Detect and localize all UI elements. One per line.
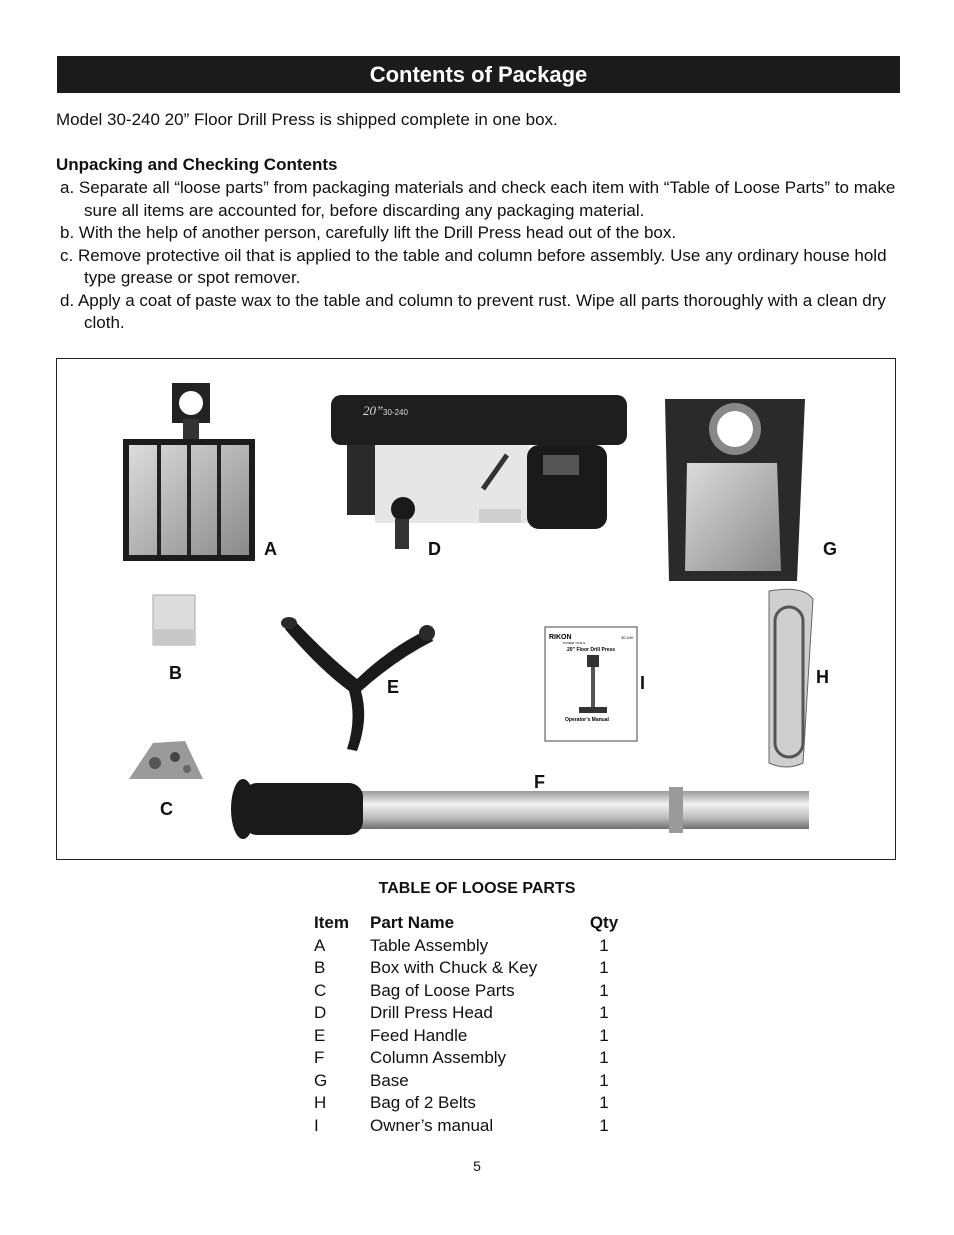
feed-handle-image [281,617,435,751]
figure-label-b: B [169,663,182,683]
step-a: a. Separate all “loose parts” from packaging materials and check each item with “Table of Loose Parts” to make sure all items are accounted for, before discarding any packaging material. [60,178,896,220]
header-item: Item [314,913,349,932]
section-title-banner [57,56,900,93]
figure-label-h: H [816,667,829,687]
part-name: Base [370,1070,409,1090]
part-qty: 1 [599,1025,609,1045]
figure-label-d: D [428,539,441,559]
part-qty: 1 [599,980,609,1000]
item-letter: H [314,1093,327,1112]
part-name: Box with Chuck & Key [370,958,538,977]
manual-title: 20” Floor Drill Press [567,647,616,653]
figure-label-a: A [264,539,277,559]
header-qty: Qty [589,913,619,932]
head-model-sub: 30-240 [383,408,408,417]
head-model-text: 20” [363,403,384,418]
section-title: Contents of Package [369,61,588,87]
page-number: 5 [473,1158,481,1174]
table-row [314,1047,622,1070]
chuck-box-image [153,595,195,645]
owners-manual-image [545,627,637,741]
item-letter: F [314,1048,325,1067]
loose-parts-table [314,912,622,1137]
table-assembly-image [123,383,255,561]
figure-label-e: E [387,677,400,697]
figure-label-g: G [823,539,838,559]
unpacking-steps [60,177,900,335]
item-letter: A [314,935,326,955]
table-row [314,1002,622,1025]
part-name: Owner’s manual [370,1115,494,1135]
manual-model: 30-240 [621,635,634,640]
step-c: c. Remove protective oil that is applied to the table and column before assembly. Use any ordinary house hold type grease or spot remover. [60,245,887,287]
part-qty: 1 [599,935,609,955]
part-qty: 1 [599,1003,609,1022]
part-qty: 1 [599,1048,609,1067]
table-row [314,935,622,958]
item-letter: G [314,1070,328,1090]
base-image [665,399,805,581]
part-qty: 1 [599,958,609,977]
figure-label-c: C [160,799,173,819]
manual-brand-sub: POWER TOOLS [563,641,586,645]
loose-parts-table-title: TABLE OF LOOSE PARTS [378,880,576,897]
table-row [314,957,622,980]
part-name: Feed Handle [370,1025,468,1045]
table-row [314,1070,622,1093]
table-row [314,980,622,1003]
item-letter: I [314,1115,319,1135]
part-qty: 1 [599,1115,609,1135]
part-name: Bag of 2 Belts [370,1093,476,1112]
item-letter: D [314,1003,327,1022]
drill-press-head-image [331,395,627,549]
table-row [314,1092,622,1115]
part-name: Table Assembly [370,935,489,955]
item-letter: B [314,958,326,977]
part-qty: 1 [599,1093,609,1112]
header-part-name: Part Name [370,913,455,932]
step-d: d. Apply a coat of paste wax to the table and column to prevent rust. Wipe all parts thoroughly with a clean dry cloth. [60,290,886,332]
part-qty: 1 [599,1070,609,1090]
manual-footer: Operator’s Manual [565,717,609,723]
intro-text: Model 30-240 20” Floor Drill Press is shipped complete in one box. [56,110,558,129]
table-header-row [314,912,622,935]
unpacking-heading: Unpacking and Checking Contents [56,155,338,174]
item-letter: E [314,1025,326,1045]
part-name: Column Assembly [370,1048,507,1067]
parts-illustration [57,359,895,859]
part-name: Drill Press Head [370,1003,493,1022]
step-b: b. With the help of another person, carefully lift the Drill Press head out of the box. [60,223,677,242]
table-row [314,1115,622,1138]
figure-label-i: I [640,673,646,693]
figure-label-f: F [534,772,545,792]
part-name: Bag of Loose Parts [370,980,515,1000]
column-assembly-image [231,779,809,839]
item-letter: C [314,980,327,1000]
manual-brand: RIKON [549,634,572,641]
belts-bag-image [769,589,813,767]
package-contents-figure [56,358,896,860]
table-row [314,1025,622,1048]
loose-parts-bag-image [129,741,203,779]
